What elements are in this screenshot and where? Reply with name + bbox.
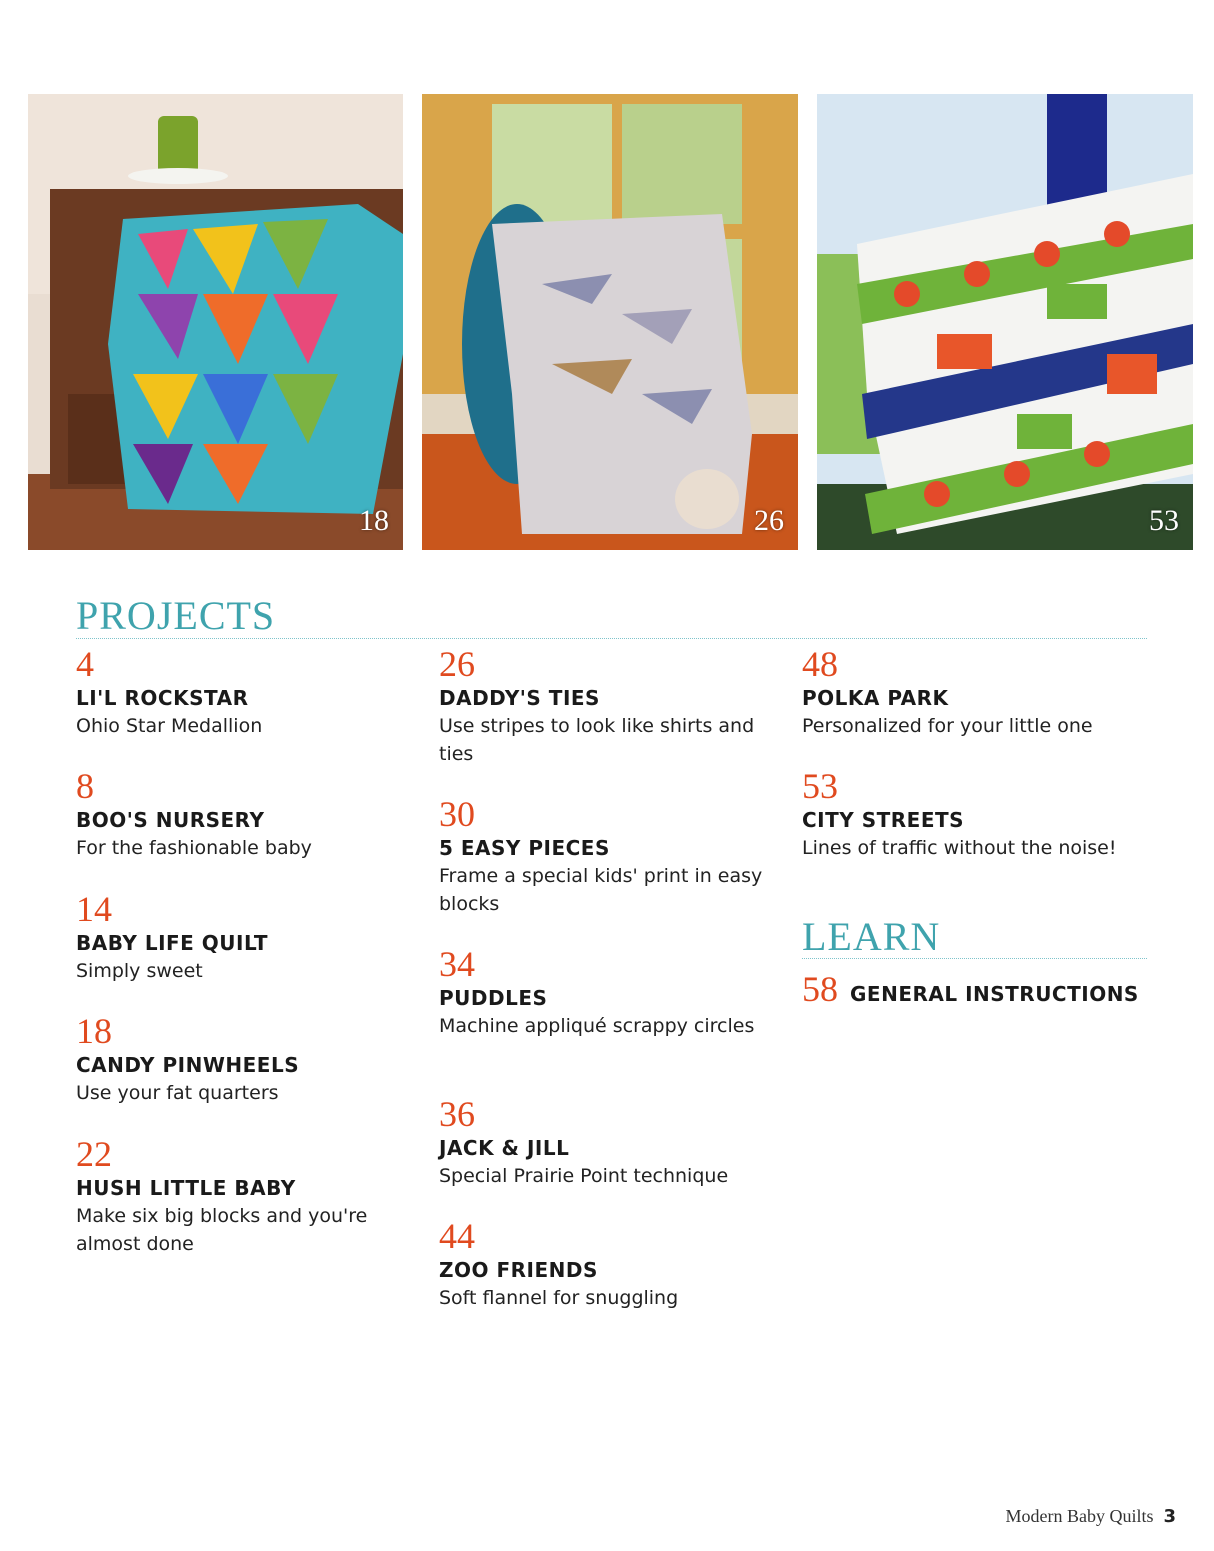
project-title: BOO'S NURSERY xyxy=(76,808,265,832)
projects-divider xyxy=(76,638,1147,639)
project-page-number: 22 xyxy=(76,1134,112,1174)
photo-city-streets-quilt xyxy=(817,94,1193,550)
project-description: Make six big blocks and you're almost done xyxy=(76,1205,368,1255)
project-description: Simply sweet xyxy=(76,960,203,982)
project-description: Use stripes to look like shirts and ties xyxy=(439,715,755,765)
project-entry[interactable] xyxy=(439,796,789,918)
project-page-number: 30 xyxy=(439,794,475,834)
project-page-number: 18 xyxy=(76,1011,112,1051)
learn-title: GENERAL INSTRUCTIONS xyxy=(850,982,1139,1006)
project-page-number: 53 xyxy=(802,766,838,806)
photo-page-number: 18 xyxy=(359,504,389,537)
learn-entry[interactable] xyxy=(802,968,1139,1010)
project-title: LI'L ROCKSTAR xyxy=(76,686,249,710)
project-description: Machine appliqué scrappy circles xyxy=(439,1015,755,1037)
project-description: Frame a special kids' print in easy blocks xyxy=(439,865,763,915)
project-page-number: 34 xyxy=(439,944,475,984)
project-title: POLKA PARK xyxy=(802,686,949,710)
ties-quilt-image xyxy=(422,94,798,550)
project-entry[interactable] xyxy=(439,1096,789,1190)
project-entry[interactable] xyxy=(439,646,789,768)
project-description: Use your fat quarters xyxy=(76,1082,279,1104)
publication-name: Modern Baby Quilts xyxy=(1005,1506,1154,1526)
project-title: CITY STREETS xyxy=(802,808,965,832)
project-page-number: 4 xyxy=(76,644,94,684)
project-entry[interactable] xyxy=(76,646,426,740)
pinwheel-quilt-image xyxy=(28,94,403,550)
project-title: HUSH LITTLE BABY xyxy=(76,1176,296,1200)
folio-page-number: 3 xyxy=(1163,1506,1176,1527)
project-entry[interactable] xyxy=(439,1218,789,1312)
project-page-number: 14 xyxy=(76,889,112,929)
project-title: CANDY PINWHEELS xyxy=(76,1053,300,1077)
project-title: ZOO FRIENDS xyxy=(439,1258,598,1282)
project-entry[interactable] xyxy=(76,768,426,862)
photo-page-number: 26 xyxy=(754,504,784,537)
project-description: Ohio Star Medallion xyxy=(76,715,263,737)
project-description: Personalized for your little one xyxy=(802,715,1093,737)
learn-divider xyxy=(802,958,1147,959)
project-entry[interactable] xyxy=(76,891,426,985)
project-description: For the fashionable baby xyxy=(76,837,312,859)
photo-pinwheel-quilt xyxy=(28,94,403,550)
learn-page-number: 58 xyxy=(802,969,838,1009)
projects-heading: PROJECTS xyxy=(76,593,276,638)
project-entry[interactable] xyxy=(76,1013,426,1107)
project-page-number: 26 xyxy=(439,644,475,684)
project-entry[interactable] xyxy=(439,946,789,1040)
project-title: JACK & JILL xyxy=(439,1136,570,1160)
project-page-number: 8 xyxy=(76,766,94,806)
project-title: 5 EASY PIECES xyxy=(439,836,610,860)
project-description: Special Prairie Point technique xyxy=(439,1165,729,1187)
project-entry[interactable] xyxy=(802,768,1147,862)
project-page-number: 44 xyxy=(439,1216,475,1256)
project-description: Soft flannel for snuggling xyxy=(439,1287,679,1309)
project-entry[interactable] xyxy=(802,646,1147,740)
page-footer xyxy=(1005,1506,1176,1527)
photo-page-number: 53 xyxy=(1149,504,1179,537)
project-page-number: 36 xyxy=(439,1094,475,1134)
project-title: BABY LIFE QUILT xyxy=(76,931,269,955)
photo-daddys-ties-quilt xyxy=(422,94,798,550)
project-page-number: 48 xyxy=(802,644,838,684)
trucks-quilt-image xyxy=(817,94,1193,550)
project-entry[interactable] xyxy=(76,1136,426,1258)
project-title: DADDY'S TIES xyxy=(439,686,600,710)
project-description: Lines of traffic without the noise! xyxy=(802,837,1117,859)
learn-heading: LEARN xyxy=(802,914,941,959)
project-title: PUDDLES xyxy=(439,986,548,1010)
